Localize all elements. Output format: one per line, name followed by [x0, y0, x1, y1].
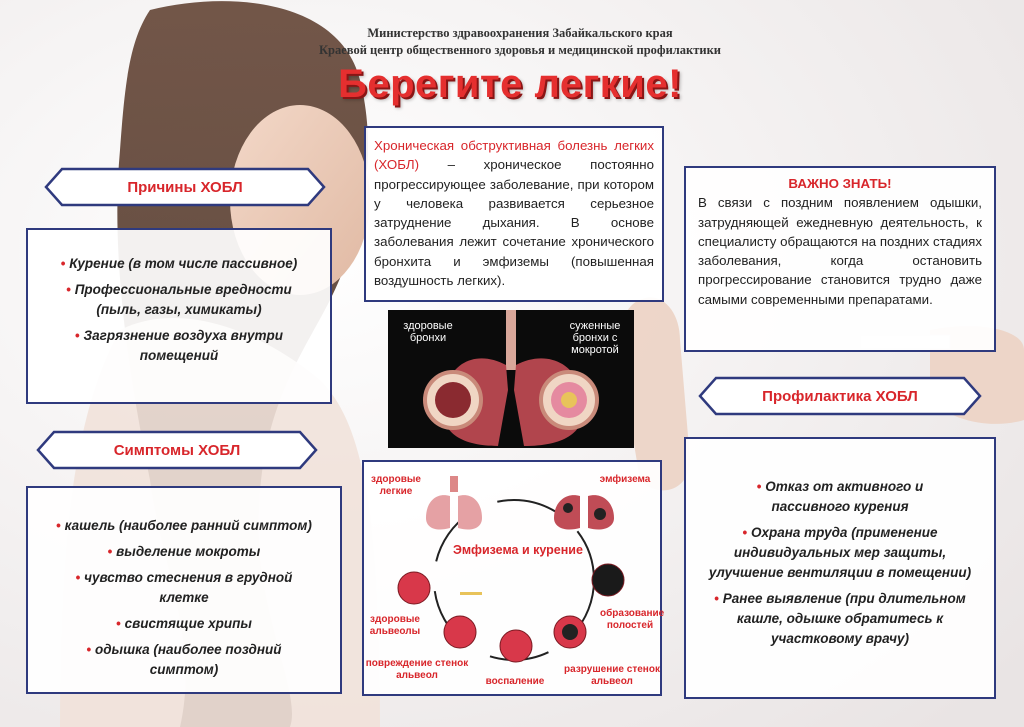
list-item: • выделение мокроты [107, 544, 261, 559]
list-item: • одышка (наиболее поздний симптом) [86, 642, 282, 677]
symptoms-ribbon [36, 430, 318, 470]
list-item: • Загрязнение воздуха внутри помещений [75, 328, 283, 363]
label-inflammation: воспаление [485, 676, 545, 687]
label-wall-destruction: разрушение стенок альвеол [564, 664, 660, 687]
important-text: В связи с поздним появлением одышки, затрудняющей ежедневную деятельность, к специалисту обращаются на поздних стадиях заболевания, когда остановить прогрессирование становится трудно даже самыми современными препаратами. [698, 195, 982, 307]
list-item: • Курение (в том числе пассивное) [60, 256, 298, 271]
symptoms-heading: Симптомы ХОБЛ [113, 441, 241, 459]
prevention-heading: Профилактика ХОБЛ [762, 387, 918, 405]
list-item: • Ранее выявление (при длительном кашле, одышке обратитесь к участковому врачу) [714, 591, 966, 646]
list-item: • кашель (наиболее ранний симптом) [56, 518, 312, 533]
label-emphysema: эмфизема [599, 474, 651, 485]
label-healthy-lungs: здоровые легкие [371, 474, 421, 497]
list-item: • свистящие хрипы [116, 616, 252, 631]
prevention-box [684, 437, 996, 699]
important-heading: ВАЖНО ЗНАТЬ! [788, 176, 892, 191]
causes-ribbon [44, 167, 326, 207]
label-wall-damage: повреждение стенок альвеол [365, 658, 469, 681]
label-narrowed-bronchi: суженные бронхи с мокротой [569, 320, 621, 356]
bronchi-illustration [388, 310, 634, 448]
list-item: • Профессиональные вредности (пыль, газы, химикаты) [66, 282, 292, 317]
label-healthy-alveoli: здоровые альвеолы [369, 614, 421, 637]
list-item: • Отказ от активного и пассивного курения [756, 479, 924, 514]
list-item: • Охрана труда (применение индивидуальных мер защиты, улучшение вентиляции в помещении) [708, 525, 972, 580]
symptoms-box [26, 486, 342, 694]
label-healthy-bronchi: здоровые бронхи [403, 320, 453, 344]
emphysema-diagram [362, 460, 665, 696]
list-item: • чувство стеснения в грудной клетке [75, 570, 293, 605]
definition-box [364, 126, 664, 302]
prevention-ribbon [698, 376, 982, 416]
organization-line-1: Министерство здравоохранения Забайкальского края [367, 26, 673, 40]
important-box [684, 166, 996, 352]
label-cavities: образование полостей [600, 608, 665, 631]
diagram-center-label: Эмфизема и курение [453, 543, 583, 557]
causes-heading: Причины ХОБЛ [127, 178, 243, 196]
causes-box [26, 228, 332, 404]
organization-line-2: Краевой центр общественного здоровья и медицинской профилактики [318, 43, 721, 57]
definition-text: – хроническое постоянно прогрессирующее заболевание, при котором у человека развивается серьезное затруднение дыхания. В основе заболевания лежит сочетание хронического бронхита и эмфиземы (повышенная воздушность легких). [374, 157, 654, 289]
page-title: Берегите легкие! [338, 62, 682, 106]
definition-term: Хроническая обструктивная болезнь легких (ХОБЛ) [374, 138, 654, 173]
